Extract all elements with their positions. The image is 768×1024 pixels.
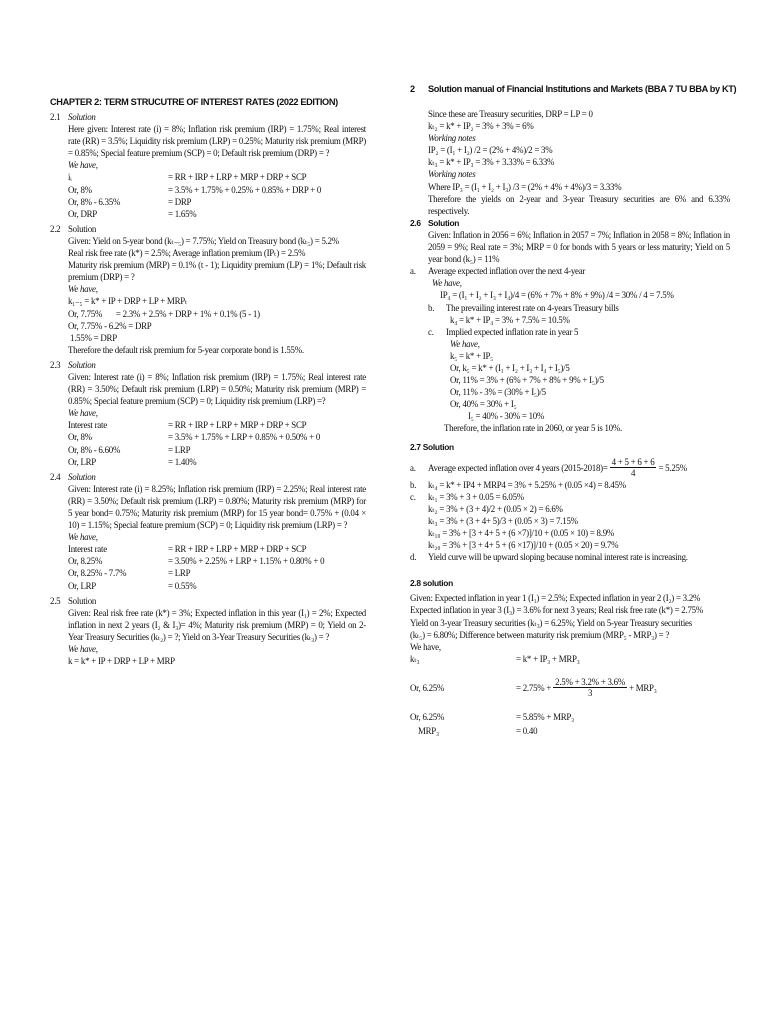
fraction	[610, 457, 657, 478]
we-have-label: We have,	[68, 408, 98, 419]
section-label: Solution	[68, 112, 96, 122]
section-number: 2.2	[50, 223, 61, 234]
equation-lhs: iᵢ	[68, 172, 72, 183]
equation-line: Or, 7.75% = 2.3% + 2.5% + DRP + 1% + 0.1% (5 - 1)	[68, 308, 260, 319]
equation-line: IP₂ = (I₁ + I₂) /2 = (2% + 4%)/2 = 3%	[428, 145, 553, 156]
equation-lhs: Or, LRP	[68, 456, 96, 467]
item-text: kₜ₄ = k* + IP4 + MRP4 = 3% + 5.25% + (0.05 ×4) = 8.45%	[428, 479, 626, 490]
section-number: 2.3	[50, 359, 61, 370]
left-column	[50, 111, 366, 667]
section-number: 2.6	[410, 217, 421, 228]
equation-line: k₅ = k* + IP₅	[450, 350, 494, 361]
fraction-denominator: 3	[587, 688, 593, 699]
item-text: Yield curve will be upward sloping because nominal interest rate is increasing.	[428, 552, 688, 563]
equation-line: Where IP₃ = (I₁ + I₂ + I₃) /3 = (2% + 4% + 4%)/3 = 3.33%	[428, 181, 622, 192]
we-have-label: We have,	[68, 644, 98, 655]
we-have-label: We have,	[68, 532, 98, 543]
section-label: Solution	[68, 595, 97, 606]
item-label: a.	[410, 266, 416, 277]
item-result: = 5.25%	[658, 462, 687, 473]
equation-rhs: = LRP	[168, 444, 191, 455]
equation-rhs: = 1.65%	[168, 208, 197, 219]
equation-rhs: = RR + IRP + LRP + MRP + DRP + SCP	[168, 172, 307, 183]
section-2-5-continued	[410, 108, 730, 217]
equation-lhs: Or, 8% - 6.35%	[68, 196, 121, 207]
we-have-label: We have,	[410, 641, 441, 652]
section-heading: 2.7 Solution	[410, 441, 454, 452]
item-label: b.	[428, 302, 435, 313]
equation-rhs: = k* + IP₃ + MRP₃	[516, 653, 580, 664]
equation-rhs: = 3.50% + 2.25% + LRP + 1.15% + 0.80% + 0	[168, 556, 325, 567]
given-paragraph: Given: Interest rate (i) = 8.25%; Inflation risk premium (IRP) = 2.25%; Real interest rate (RR) = 3.50%; Default risk premium (LRP) = 0.80%; Maturity risk premium (MRP) for 5 year bond= 0.75%; Maturity risk premium (MRP) for 15 year bond= 0.75% + (0.04 × 10) = 1.15%; Special feature premium (SCP) = 0; Liquidity risk premium (LRP) = ?	[68, 483, 366, 531]
item-text: Implied expected inflation rate in year 5	[446, 326, 579, 337]
equation-rhs: = 3.5% + 1.75% + LRP + 0.85% + 0.50% + 0	[168, 432, 321, 443]
we-have-label: We have,	[68, 284, 98, 295]
equation-lhs: kₜ₃	[410, 653, 420, 664]
section-number: 2.1	[50, 112, 61, 122]
section-2-1	[50, 111, 366, 220]
given-line: Given: Yield on 5-year bond (kₜ₋₅) = 7.75%; Yield on Treasury bond (kₜ₅) = 5.2%	[68, 235, 339, 246]
section-2-6	[410, 217, 730, 435]
section-2-8	[410, 577, 730, 737]
equation-rhs: = LRP	[168, 568, 191, 579]
equation-line: Or, 7.75% - 6.2% = DRP	[68, 320, 152, 331]
equation-rhs: = 0.40	[516, 726, 538, 737]
equation-lhs: Or, 8% - 6.60%	[68, 444, 121, 455]
we-have-label: We have,	[432, 278, 462, 289]
section-2-7	[410, 441, 730, 564]
fraction	[553, 677, 627, 698]
equation-lhs: Or, 8.25% - 7.7%	[68, 568, 127, 579]
fraction-numerator: 4 + 5 + 6 + 6	[611, 457, 655, 468]
given-paragraph: Given: Real risk free rate (k*) = 3%; Expected inflation in this year (I₁) = 2%; Expected inflation in next 2 years (I₂ & I₃)= 4%; Maturity risk premium (MRP) = 0; Yield on 2-Year Treasury Securities (kₜ₂) = ?; Yield on 3-Year Treasury Securities (kₜ₃) = ?	[68, 607, 366, 642]
equation-line: kₜ₁₀ = 3% + [3 + 4+ 5 + (6 ×7)]/10 + (0.05 × 10) = 8.9%	[428, 528, 615, 538]
given-line: Given: Expected inflation in year 1 (I₁) = 2.5%; Expected inflation in year 2 (I₂) = 3.2%	[410, 593, 701, 604]
equation-rhs: = 5.85% + MRP₃	[516, 711, 574, 722]
equation-lhs: Or, LRP	[68, 580, 96, 591]
working-notes-label: Working notes	[428, 169, 476, 180]
given-line: Real risk free rate (k*) = 2.5%; Average inflation premium (IPₜ) = 2.5%	[68, 248, 306, 259]
equation-lhs: Or, 6.25%	[410, 682, 445, 693]
section-label: Solution	[68, 471, 96, 482]
equation-rhs: = 1.40%	[168, 456, 197, 467]
conclusion-line: Therefore, the inflation rate in 2060, or year 5 is 10%.	[444, 423, 622, 434]
conclusion-line: Therefore the default risk premium for 5-year corporate bond is 1.55%.	[68, 344, 304, 355]
equation-line: kₜ₂ = k* + IP₂ = 3% + 3% = 6%	[428, 121, 534, 132]
working-notes-label: Working notes	[428, 133, 476, 144]
equation-line: k₁₋₅ = k* + IP + DRP + LP + MRPₜ	[68, 296, 188, 307]
equation-lhs: Or, 6.25%	[410, 711, 445, 722]
section-label: Solution	[68, 359, 96, 370]
equation-rhs-tail: + MRP₃	[628, 682, 657, 693]
equation-line: kₜ₃ = 3% + (3 + 4+ 5)/3 + (0.05 × 3) = 7.15%	[428, 515, 578, 526]
right-column	[410, 108, 730, 737]
item-label: a.	[410, 462, 416, 473]
section-label: Solution	[68, 223, 97, 234]
equation-lhs: Or, 8.25%	[68, 556, 103, 567]
conclusion-line: Therefore the yields on 2-year and 3-year Treasury securities are 6% and 6.33% respectively.	[428, 193, 730, 216]
equation-rhs: = RR + IRP + LRP + MRP + DRP + SCP	[168, 544, 307, 555]
equation-line: kₜ₂ = 3% + (3 + 4)/2 + (0.05 × 2) = 6.6%	[428, 503, 563, 514]
item-text: The prevailing interest rate on 4-years Treasury bills	[446, 302, 619, 313]
equation-lhs: Interest rate	[68, 544, 107, 555]
given-paragraph: Here given: Interest rate (i) = 8%; Inflation risk premium (IRP) = 1.75%; Real interest rate (RR) = 3.5%; Liquidity risk premium (LRP) = 0.25%; Maturity risk premium (MRP) = 0.85%; Special feature premium (SCP) = 0; Default risk premium (DRP) = ?	[68, 124, 366, 159]
item-label: c.	[410, 491, 416, 502]
text-line: Since these are Treasury securities, DRP = LP = 0	[428, 109, 593, 119]
equation-rhs: = 2.75% +	[516, 682, 552, 693]
equation-lhs: Or, DRP	[68, 208, 97, 219]
equation-lhs: Interest rate	[68, 420, 107, 431]
equation-line: kₜ₂₀ = 3% + [3 + 4+ 5 + (6 ×17)]/10 + (0.05 × 20) = 9.7%	[428, 540, 619, 551]
equation-line: Or, k₅ = k* + (I₁ + I₂ + I₃ + I₄ + I₅)/5	[450, 362, 570, 373]
given-line: Expected inflation in year 3 (I₃) = 3.6% for next 3 years; Real risk free rate (k*) = 2.75%	[410, 605, 703, 616]
equation-line: 1.55% = DRP	[70, 332, 117, 343]
given-paragraph: Given: Inflation in 2056 = 6%; Inflation in 2057 = 7%; Inflation in 2058 = 8%; Inflation in 2059 = 9%; Real rate = 3%; MRP = 0 for bonds with 5 years or less maturity; Yield on 5 year bond (k₅) = 11%	[428, 229, 730, 265]
equation-lhs: MRP₃	[418, 726, 439, 737]
equation-line: kₜ₃ = k* + IP₃ = 3% + 3.33% = 6.33%	[428, 157, 555, 168]
we-have-label: We have,	[450, 338, 480, 349]
fraction-numerator: 2.5% + 3.2% + 3.6%	[555, 677, 625, 688]
given-paragraph: Given: Interest rate (i) = 8%; Inflation risk premium (IRP) = 1.75%; Real interest rate (RR) = 3.50%; Default risk premium (LRP) = 0.50%; Maturity risk premium (MRP) = 0.85%; Special feature premium (SCP) = 0; Liquidity risk premium (LRP) =?	[68, 371, 366, 407]
section-2-5	[50, 595, 366, 668]
manual-title: Solution manual of Financial Institutions and Markets (BBA 7 TU BBA by KT)	[428, 84, 737, 94]
section-2-2	[50, 223, 366, 356]
item-text: kₜ₁ = 3% + 3 + 0.05 = 6.05%	[428, 491, 524, 502]
we-have-label: We have,	[68, 160, 98, 171]
item-label: d.	[410, 552, 417, 563]
chapter-title: CHAPTER 2: TERM STRUCUTRE OF INTEREST RATES (2022 EDITION)	[50, 97, 338, 107]
equation-rhs: = DRP	[168, 196, 192, 207]
equation-line: Or, 40% = 30% + I₅	[450, 399, 517, 410]
equation-lhs: Or, 8%	[68, 184, 92, 195]
section-2-4	[50, 471, 366, 592]
section-heading: 2.8 solution	[410, 578, 453, 589]
page-number: 2	[410, 84, 415, 94]
equation-line: Or, 11% - 3% = (30% + I₅)/5	[450, 387, 546, 398]
equation-lhs: Or, 8%	[68, 432, 92, 443]
equation-line: k = k* + IP + DRP + LP + MRP	[68, 656, 175, 667]
item-label: b.	[410, 479, 417, 490]
section-number: 2.5	[50, 595, 61, 606]
equation-rhs: = 0.55%	[168, 580, 197, 591]
fraction-denominator: 4	[630, 468, 636, 479]
equation-line: IP₄ = (I₁ + I₂ + I₃ + I₄)/4 = (6% + 7% + 8% + 9%) /4 = 30% / 4 = 7.5%	[440, 290, 674, 301]
equation-rhs: = RR + IRP + LRP + MRP + DRP + SCP	[168, 420, 307, 431]
section-number: 2.4	[50, 471, 61, 482]
item-text: Average expected inflation over 4 years (2015-2018)=	[428, 462, 608, 473]
equation-line: Or, 11% = 3% + (6% + 7% + 8% + 9% + I₅)/5	[450, 375, 604, 386]
equation-line: I₅ = 40% - 30% = 10%	[468, 411, 545, 422]
given-line: (kₜ₅) = 6.80%; Difference between maturity risk premium (MRP₅ - MRP₃) = ?	[410, 629, 670, 640]
given-line: Yield on 3-year Treasury securities (kₜ₃) = 6.25%; Yield on 5-year Treasury securities	[410, 617, 692, 628]
section-label: Solution	[428, 217, 460, 228]
given-line: Maturity risk premium (MRP) = 0.1% (t - 1); Liquidity premium (LP) = 1%; Default risk premium (DRP) = ?	[68, 260, 366, 283]
item-label: c.	[428, 326, 434, 337]
equation-rhs: = 3.5% + 1.75% + 0.25% + 0.85% + DRP + 0	[168, 184, 322, 195]
item-text: Average expected inflation over the next 4-year	[428, 266, 586, 277]
section-2-3	[50, 359, 366, 468]
equation-line: k₄ = k* + IP₄ = 3% + 7.5% = 10.5%	[450, 314, 570, 325]
